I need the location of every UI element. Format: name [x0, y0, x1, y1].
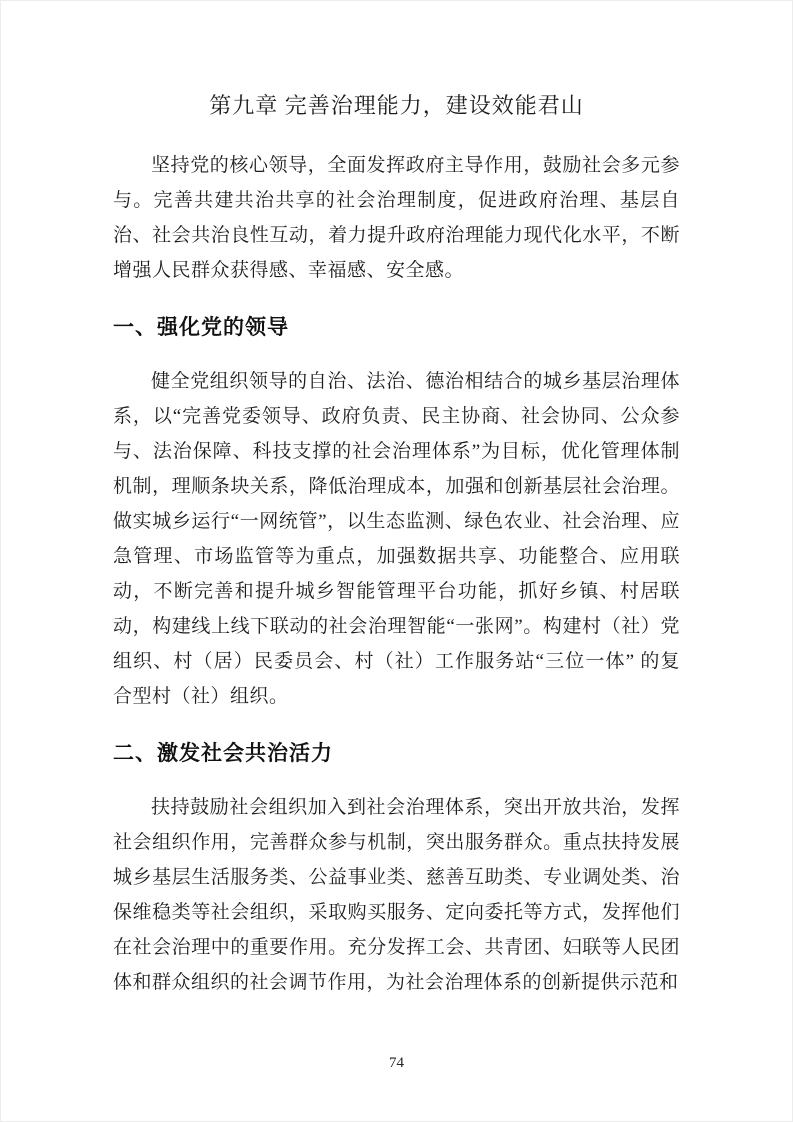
section-1-paragraph: 健全党组织领导的自治、法治、德治相结合的城乡基层治理体系，以“完善党委领导、政府负责、民主协商、社会协同、公众参与、法治保障、科技支撑的社会治理体系”为目标，优化管理体制机制，理顺条块关系，降低治理成本，加强和创新基层社会治理。做实城乡运行“一网统管”，以生态监测、绿色农业、社会治理、应急管理、市场监管等为重点，加强数据共享、功能整合、应用联动，不断完善和提升城乡智能管理平台功能，抓好乡镇、村居联动，构建线上线下联动的社会治理智能“一张网”。构建村（社）党组织、村（居）民委员会、村（社）工作服务站“三位一体” 的复合型村（社）组织。	[113, 371, 680, 707]
chapter-title: 第九章 完善治理能力，建设效能君山	[209, 93, 584, 118]
intro-paragraph: 坚持党的核心领导，全面发挥政府主导作用，鼓励社会多元参与。完善共建共治共享的社会治理制度，促进政府治理、基层自治、社会共治良性互动，着力提升政府治理能力现代化水平，不断增强人民群众获得感、幸福感、安全感。	[113, 155, 680, 281]
section-heading-2: 二、激发社会共治活力	[113, 742, 333, 765]
section-heading-1: 一、强化党的领导	[113, 316, 289, 339]
page-number: 74	[389, 1055, 404, 1071]
section-2-paragraph: 扶持鼓励社会组织加入到社会治理体系，突出开放共治，发挥社会组织作用，完善群众参与机制，突出服务群众。重点扶持发展城乡基层生活服务类、公益事业类、慈善互助类、专业调处类、治保维稳类等社会组织，采取购买服务、定向委托等方式，发挥他们在社会治理中的重要作用。充分发挥工会、共青团、妇联等人民团体和群众组织的社会调节作用，为社会治理体系的创新提供示范和	[113, 797, 680, 993]
